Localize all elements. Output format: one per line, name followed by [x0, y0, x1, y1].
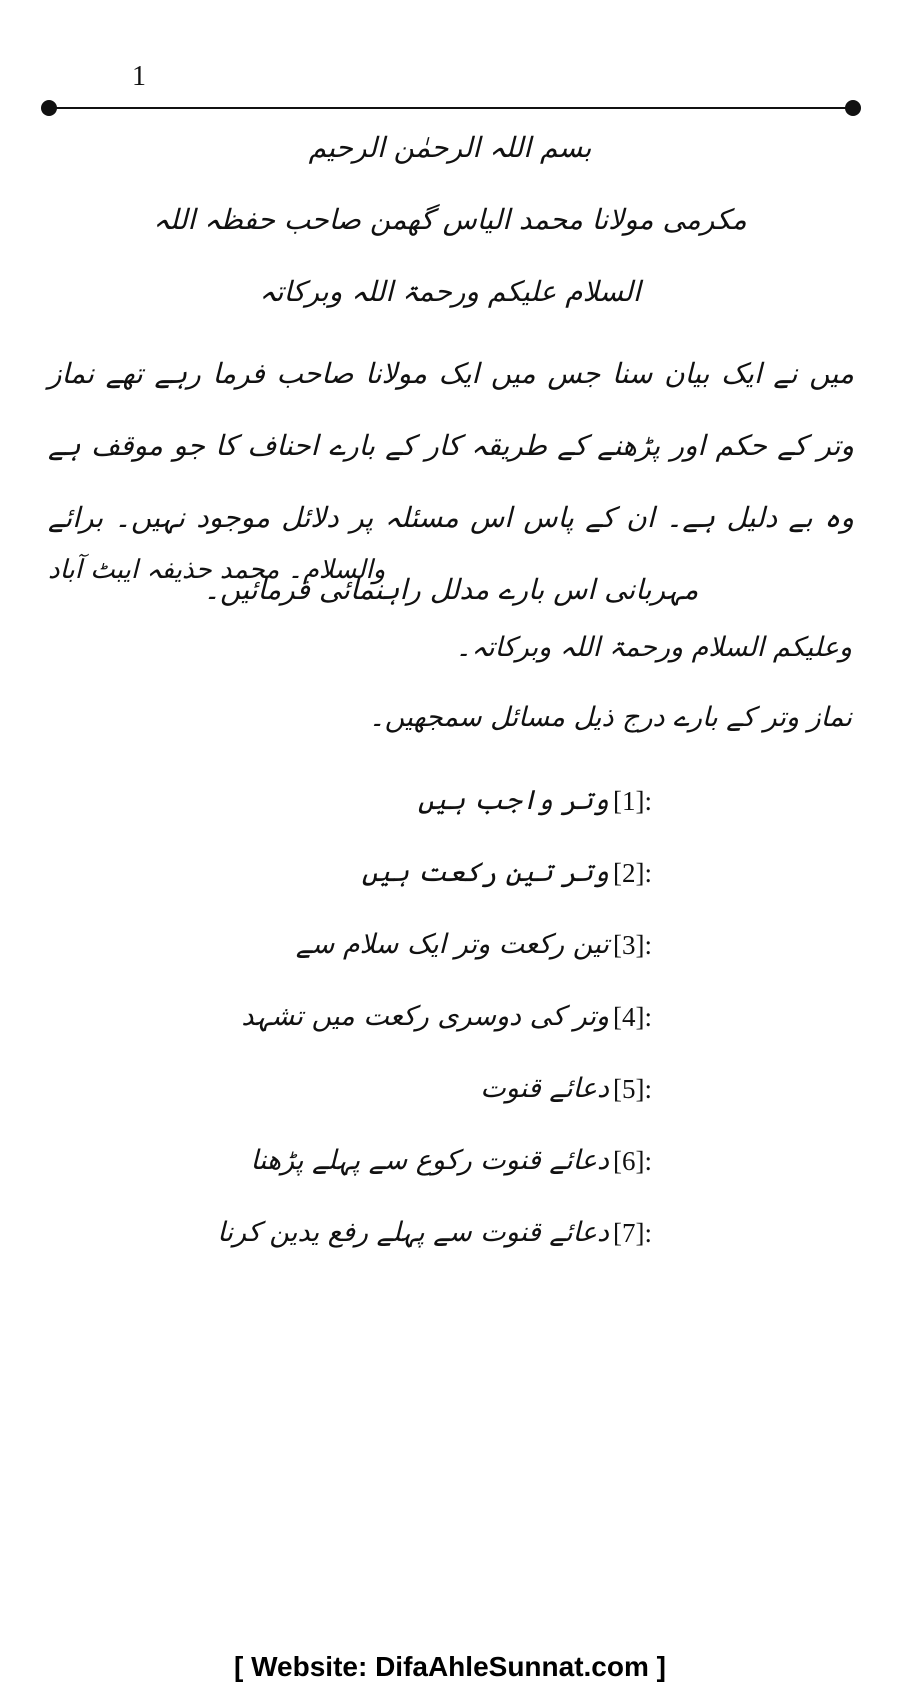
issue-text: دعائے قنوت سے پہلے رفع یدین کرنا	[217, 1217, 610, 1248]
page-number: 1	[132, 61, 146, 92]
question-body: میں نے ایک بیان سنا جس میں ایک مولانا صاحب فرما رہے تھے نماز وتر کے حکم اور پڑھنے کے طریقہ کار کے بارے احناف کا جو موقف ہے وہ بے دلیل ہے۔ ان کے پاس اس مسئلہ پر دلائل موجود نہیں۔ برائے مہربانی اس بارے مدلل راہنمائی فرمائیں۔	[48, 357, 854, 606]
issue-item	[132, 1053, 652, 1125]
header-rule-right-dot	[845, 100, 861, 116]
issue-number: [1]:	[613, 786, 652, 816]
issue-number: [6]:	[613, 1146, 652, 1176]
issue-item	[132, 765, 652, 837]
reply-greeting: وعلیکم السلام ورحمۃ اللہ وبرکاتہ۔	[455, 632, 852, 663]
issue-text: وتر واجب ہیں	[417, 785, 610, 816]
issue-text: وتر تین رکعت ہیں	[361, 857, 610, 888]
bismillah-heading: بسم اللہ الرحمٰن الرحیم	[308, 131, 592, 164]
issue-text: وتر کی دوسری رکعت میں تشہد	[241, 1001, 610, 1032]
issue-number: [3]:	[613, 930, 652, 960]
issue-number: [4]:	[613, 1002, 652, 1032]
issue-text: دعائے قنوت	[480, 1073, 610, 1104]
issue-text: تین رکعت وتر ایک سلام سے	[295, 929, 610, 960]
addressee-line: مکرمی مولانا محمد الیاس گھمن صاحب حفظہ اللہ	[153, 203, 747, 236]
issue-item	[132, 837, 652, 909]
question-signoff: والسلام۔ محمد حذیفہ ایبٹ آباد	[48, 555, 386, 585]
issue-item	[132, 909, 652, 981]
issue-item	[132, 981, 652, 1053]
issue-item	[132, 1125, 652, 1197]
answer-intro: نماز وتر کے بارے درج ذیل مسائل سمجھیں۔	[368, 702, 852, 733]
issues-list	[132, 765, 652, 1269]
issue-number: [5]:	[613, 1074, 652, 1104]
issue-number: [2]:	[613, 858, 652, 888]
issue-number: [7]:	[613, 1218, 652, 1248]
header-rule-left-dot	[41, 100, 57, 116]
issue-text: دعائے قنوت رکوع سے پہلے پڑھنا	[250, 1145, 610, 1176]
header-rule	[50, 107, 852, 109]
issue-item	[132, 1197, 652, 1269]
greeting-line: السلام علیکم ورحمۃ اللہ وبرکاتہ	[259, 275, 641, 308]
website-footer: [ Website: DifaAhleSunnat.com ]	[234, 1651, 666, 1682]
